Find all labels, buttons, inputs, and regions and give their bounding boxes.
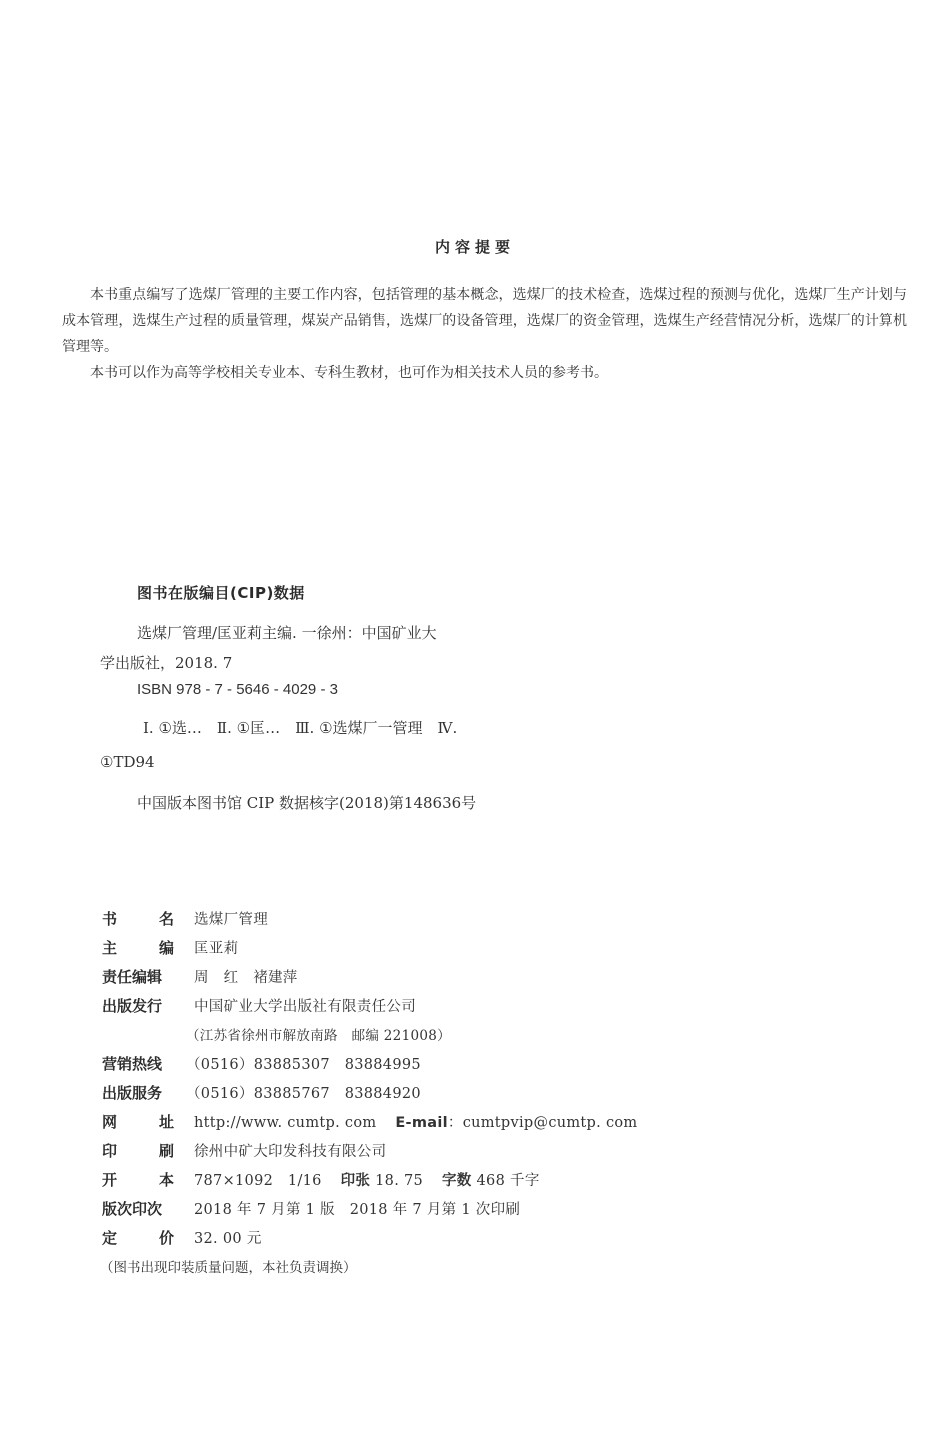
label-printer: 印 刷 <box>102 1142 174 1160</box>
label-service: 出版服务 <box>102 1084 163 1102</box>
label-format: 开 本 <box>102 1171 174 1189</box>
website-row <box>194 1111 637 1132</box>
edition-value: 2018 年 7 月第 1 版 2018 年 7 月第 1 次印刷 <box>194 1202 521 1218</box>
website-link[interactable]: http://www. cumtp. com <box>194 1115 377 1131</box>
book-name-value: 选煤厂管理 <box>194 912 268 928</box>
cip-verify: 中国版本图书馆 CIP 数据核字(2018)第148636号 <box>137 794 477 812</box>
label-resp-editor: 责任编辑 <box>102 968 163 986</box>
label-price: 定 价 <box>102 1229 174 1247</box>
format-size: 787×1092 1/16 <box>194 1173 322 1189</box>
cip-title: 图书在版编目(CIP)数据 <box>137 584 305 602</box>
cip-td: ①TD94 <box>100 753 155 771</box>
editor-value: 匡亚莉 <box>194 941 239 957</box>
quality-note: （图书出现印装质量问题，本社负责调换） <box>100 1260 357 1276</box>
price-value: 32. 00 元 <box>194 1231 262 1247</box>
label-marketing: 营销热线 <box>102 1055 163 1073</box>
format-row <box>194 1169 540 1190</box>
publisher-value: 中国矿业大学出版社有限责任公司 <box>194 999 416 1015</box>
marketing-value: （0516）83885307 83884995 <box>186 1057 421 1073</box>
service-value: （0516）83885767 83884920 <box>186 1086 421 1102</box>
label-book-name: 书 名 <box>102 910 174 928</box>
label-publisher: 出版发行 <box>102 997 163 1015</box>
publisher-address: （江苏省徐州市解放南路 邮编 221008） <box>186 1028 451 1044</box>
words-label: 字数 <box>442 1173 472 1189</box>
cip-line-2: 学出版社，2018. 7 <box>100 654 233 672</box>
email-label: E-mail <box>395 1115 448 1131</box>
abstract-body <box>62 282 907 386</box>
cip-isbn: ISBN 978 - 7 - 5646 - 4029 - 3 <box>137 681 338 698</box>
printer-value: 徐州中矿大印发科技有限公司 <box>194 1144 387 1160</box>
email-link[interactable]: ：cumtpvip@cumtp. com <box>447 1115 638 1131</box>
resp-editor-value: 周 红 褚建萍 <box>194 970 298 986</box>
cip-classification: Ⅰ. ①选… Ⅱ. ①匡… Ⅲ. ①选煤厂一管理 Ⅳ. <box>143 719 458 737</box>
abstract-paragraph: 本书重点编写了选煤厂管理的主要工作内容，包括管理的基本概念，选煤厂的技术检查，选煤过程的预测与优化，选煤厂生产计划与成本管理，选煤生产过程的质量管理，煤炭产品销售，选煤厂的设备管理，选煤厂的资金管理，选煤生产经营情况分析，选煤厂的计算机管理等。 <box>62 287 907 355</box>
label-edition: 版次印次 <box>102 1200 163 1218</box>
sheets-label: 印张 <box>340 1173 371 1189</box>
sheets-value: 18. 75 <box>375 1173 424 1189</box>
abstract-paragraph: 本书可以作为高等学校相关专业本、专科生教材，也可作为相关技术人员的参考书。 <box>90 365 608 381</box>
abstract-title: 内容提要 <box>434 238 515 256</box>
cip-line-1: 选煤厂管理/匡亚莉主编. 一徐州：中国矿业大 <box>137 624 437 642</box>
label-editor: 主 编 <box>102 939 174 957</box>
words-value: 468 千字 <box>476 1173 540 1189</box>
label-website: 网 址 <box>102 1113 174 1131</box>
